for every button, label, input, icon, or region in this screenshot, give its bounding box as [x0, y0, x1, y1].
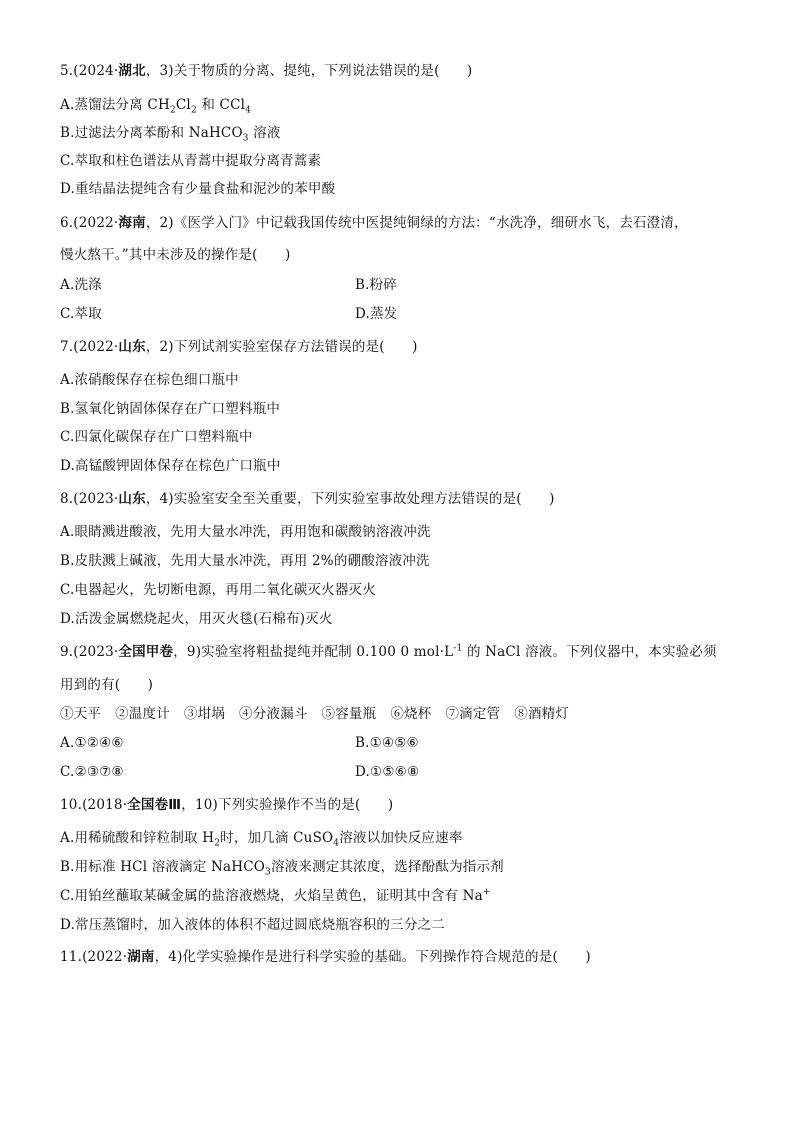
q6-stem-line2: 慢火熬干。”其中未涉及的操作是( ): [60, 247, 291, 263]
q9-option-d: D.①⑤⑥⑧: [355, 764, 420, 780]
q6-option-c: C.萃取: [60, 306, 102, 322]
q9-item: ⑤容量瓶: [321, 706, 377, 722]
q5-option-b: B.过滤法分离苯酚和 NaHCO$_3$ 溶液: [60, 125, 281, 144]
q9-item: ②温度计: [115, 706, 170, 722]
q10-option-d: D.常压蒸馏时，加入液体的体积不超过圆底烧瓶容积的三分之二: [60, 917, 445, 933]
question-9-stem: 9.(2023·全国甲卷，9)实验室将粗盐提纯并配制 0.100 0 $mol\cdot L^{-1}$ 的 NaCl 溶液。下列仪器中，本实验必须: [60, 643, 717, 660]
q6-options-row1: [60, 276, 760, 294]
q10-source-tag: 全国卷Ⅲ: [127, 797, 182, 813]
q9-source-tag: 全国甲卷: [118, 644, 174, 660]
q9-option-b: B.①④⑤⑥: [355, 735, 419, 751]
q5-option-d: D.重结晶法提纯含有少量食盐和泥沙的苯甲酸: [60, 181, 336, 197]
q9-item: ④分液漏斗: [239, 706, 308, 722]
q9-item: ⑥烧杯: [390, 706, 432, 722]
question-10-stem: 10.(2018·全国卷Ⅲ，10)下列实验操作不当的是( ): [60, 797, 394, 813]
q5-text: ，3)关于物质的分离、提纯，下列说法错误的是( ): [145, 63, 473, 79]
q8-option-b: B.皮肤溅上碱液，先用大量水冲洗，再用 2%的硼酸溶液冲洗: [60, 553, 430, 569]
q6-option-d: D.蒸发: [355, 306, 398, 322]
q9-option-c: C.②③⑦⑧: [60, 764, 124, 780]
q5-option-c: C.萃取和柱色谱法从青蒿中提取分离青蒿素: [60, 153, 322, 169]
q5-source-tag: 湖北: [118, 63, 146, 79]
question-6-stem: 6.(2022·海南，2)《医学入门》中记载我国传统中医提纯铜绿的方法：“水洗净，细研水飞，去石澄清，: [60, 215, 688, 231]
q8-option-d: D.活泼金属燃烧起火，用灭火毯(石棉布)灭火: [60, 611, 333, 627]
q7-option-c: C.四氯化碳保存在广口塑料瓶中: [60, 429, 253, 445]
q8-option-c: C.电器起火，先切断电源，再用二氧化碳灭火器灭火: [60, 582, 376, 598]
q10-option-b: B.用标准 HCl 溶液滴定 NaHCO$_3$溶液来测定其浓度，选择酚酞为指示剂: [60, 859, 504, 878]
q10-option-a: A.用稀硫酸和锌粒制取 $H_2$时，加几滴 CuSO$_4$溶液以加快反应速率: [60, 830, 463, 849]
q7-option-b: B.氢氧化钠固体保存在广口塑料瓶中: [60, 401, 281, 417]
q6-option-b: B.粉碎: [355, 277, 398, 293]
q5-option-a: A.蒸馏法分离 $CH_2Cl_2$ 和 CCl$_4$: [60, 97, 252, 116]
q11-source-tag: 湖南: [127, 949, 155, 965]
question-7-stem: 7.(2022·山东，2)下列试剂实验室保存方法错误的是( ): [60, 339, 418, 355]
q6-option-a: A.洗涤: [60, 277, 102, 293]
question-11-stem: 11.(2022·湖南，4)化学实验操作是进行科学实验的基础。下列操作符合规范的是( ): [60, 949, 591, 965]
q9-instrument-list: [60, 705, 569, 723]
q8-option-a: A.眼睛溅进酸液，先用大量水冲洗，再用饱和碳酸钠溶液冲洗: [60, 524, 431, 540]
q5-prefix: 5.(2024·: [60, 63, 119, 79]
q9-item: ③坩埚: [183, 706, 226, 722]
q9-stem-line2: 用到的有( ): [60, 677, 154, 693]
question-8-stem: 8.(2023·山东，4)实验室安全至关重要，下列实验室事故处理方法错误的是( ): [60, 491, 555, 507]
q7-source-tag: 山东: [118, 339, 146, 355]
q9-option-a: A.①②④⑥: [60, 735, 124, 751]
q9-options-row1: [60, 734, 760, 752]
q6-options-row2: [60, 305, 760, 323]
q9-item: ⑦滴定管: [445, 706, 501, 722]
q6-source-tag: 海南: [118, 215, 146, 231]
q9-item: ⑧酒精灯: [514, 706, 570, 722]
q7-option-a: A.浓硝酸保存在棕色细口瓶中: [60, 372, 239, 388]
q10-option-c: C.用铂丝蘸取某碱金属的盐溶液燃烧，火焰呈黄色，证明其中含有 Na+: [60, 887, 491, 904]
question-5-stem: [60, 62, 472, 80]
q9-options-row2: [60, 763, 760, 781]
q7-option-d: D.高锰酸钾固体保存在棕色广口瓶中: [60, 458, 281, 474]
q8-source-tag: 山东: [118, 491, 146, 507]
q9-item: ①天平: [60, 706, 102, 722]
